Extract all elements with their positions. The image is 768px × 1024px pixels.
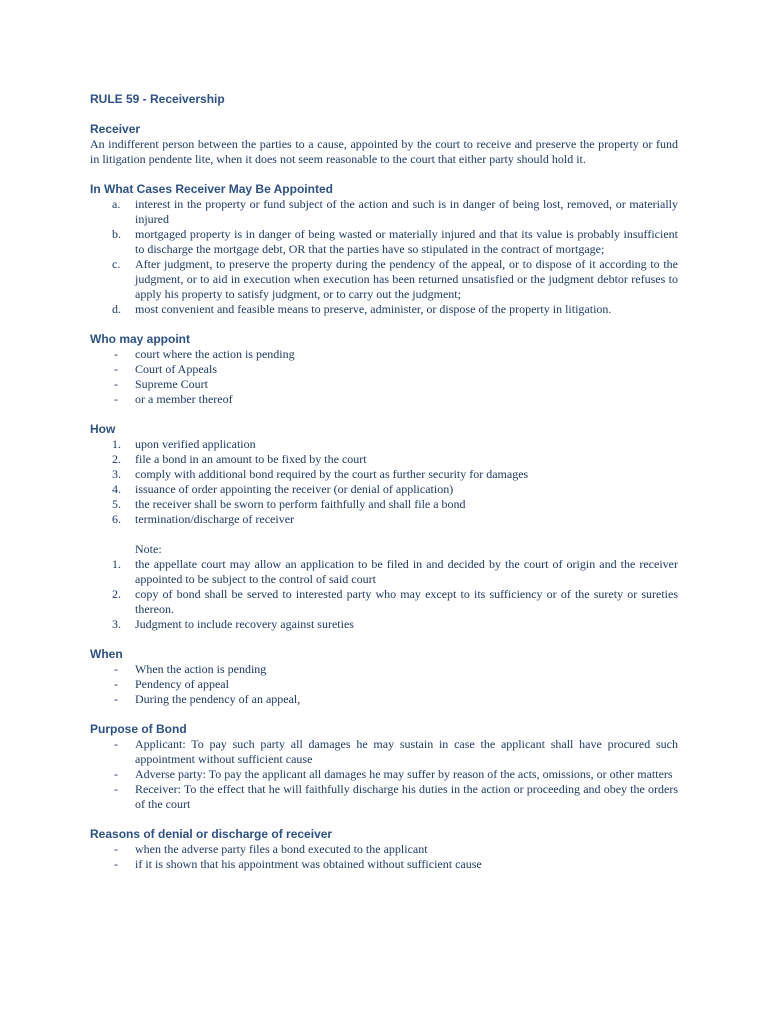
list-item-text: copy of bond shall be served to interested party who may except to its sufficiency or of the surety or sureties thereon. xyxy=(135,587,678,616)
list-item-text: or a member thereof xyxy=(135,392,233,406)
list-item-text: Court of Appeals xyxy=(135,362,217,376)
list-item xyxy=(90,512,678,527)
list-marker: d. xyxy=(112,302,121,316)
list-marker: - xyxy=(114,737,118,751)
note-label: Note: xyxy=(135,542,162,556)
list-item xyxy=(90,452,678,467)
list-item-text: court where the action is pending xyxy=(135,347,295,361)
note-label-row xyxy=(90,542,678,557)
list-item xyxy=(90,692,678,707)
list-marker: a. xyxy=(112,197,121,211)
who-list xyxy=(90,347,678,407)
list-item-text: file a bond in an amount to be fixed by the court xyxy=(135,452,367,466)
list-item-text: When the action is pending xyxy=(135,662,267,676)
list-item xyxy=(90,197,678,227)
list-item xyxy=(90,737,678,767)
list-item xyxy=(90,377,678,392)
section-heading-receiver: Receiver xyxy=(90,122,141,136)
list-item-text: After judgment, to preserve the property during the pendency of the appeal, or to dispose of it according to the judgment, or to aid in execution when execution has been returned unsatisfied or the judgment debtor refuses to apply his property to satisfy judgment, or to carry out the judgment; xyxy=(135,257,678,301)
list-marker: 2. xyxy=(112,587,121,601)
list-item xyxy=(90,227,678,257)
list-item-text: Supreme Court xyxy=(135,377,208,391)
list-item xyxy=(90,482,678,497)
section-heading-cases: In What Cases Receiver May Be Appointed xyxy=(90,182,333,196)
list-marker: - xyxy=(114,392,118,406)
list-marker: - xyxy=(114,362,118,376)
list-marker: - xyxy=(114,782,118,796)
list-item-text: the appellate court may allow an application to be filed in and decided by the court of origin and the receiver appointed to be subject to the control of said court xyxy=(135,557,678,586)
section-heading-how: How xyxy=(90,422,116,436)
list-marker: - xyxy=(114,767,118,781)
list-item-text: when the adverse party files a bond executed to the applicant xyxy=(135,842,428,856)
list-item-text: the receiver shall be sworn to perform faithfully and shall file a bond xyxy=(135,497,466,511)
list-item xyxy=(90,347,678,362)
note-block xyxy=(90,542,678,557)
receiver-definition: An indifferent person between the parties to a cause, appointed by the court to receive and preserve the property or fund in litigation pendente lite, when it does not seem reasonable to the court that either party should hold it. xyxy=(90,137,678,166)
list-item xyxy=(90,587,678,617)
list-item-text: Receiver: To the effect that he will faithfully discharge his duties in the action or proceeding and obey the orders of the court xyxy=(135,782,678,811)
list-item-text: most convenient and feasible means to preserve, administer, or dispose of the property in litigation. xyxy=(135,302,612,316)
list-item-text: Judgment to include recovery against sureties xyxy=(135,617,354,631)
section-heading-when: When xyxy=(90,647,123,661)
list-item-text: if it is shown that his appointment was obtained without sufficient cause xyxy=(135,857,482,871)
list-item-text: Adverse party: To pay the applicant all damages he may suffer by reason of the acts, omissions, or other matters xyxy=(135,767,673,781)
list-item-text: mortgaged property is in danger of being wasted or materially injured and that its value is probably insufficient to discharge the mortgage debt, OR that the parties have so stipulated in the contract of mortgage; xyxy=(135,227,678,256)
note-list xyxy=(90,557,678,632)
list-item-text: During the pendency of an appeal, xyxy=(135,692,301,706)
list-marker: 1. xyxy=(112,557,121,571)
reasons-list xyxy=(90,842,678,872)
document-title: RULE 59 - Receivership xyxy=(90,92,225,106)
section-heading-who: Who may appoint xyxy=(90,332,190,346)
section-heading-reasons: Reasons of denial or discharge of receiver xyxy=(90,827,333,841)
list-item xyxy=(90,257,678,302)
list-item xyxy=(90,557,678,587)
list-marker: - xyxy=(114,692,118,706)
list-marker: c. xyxy=(112,257,121,271)
list-item-text: comply with additional bond required by the court as further security for damages xyxy=(135,467,529,481)
list-item xyxy=(90,362,678,377)
list-item xyxy=(90,842,678,857)
list-marker: 1. xyxy=(112,437,121,451)
list-item-text: interest in the property or fund subject of the action and such is in danger of being lost, removed, or materially injured xyxy=(135,197,678,226)
list-marker: 6. xyxy=(112,512,121,526)
list-item-text: Applicant: To pay such party all damages he may sustain in case the applicant shall have procured such appointment without sufficient cause xyxy=(135,737,678,766)
list-item-text: Pendency of appeal xyxy=(135,677,229,691)
list-marker: 2. xyxy=(112,452,121,466)
list-marker: 5. xyxy=(112,497,121,511)
list-item-text: issuance of order appointing the receiver (or denial of application) xyxy=(135,482,454,496)
list-item xyxy=(90,677,678,692)
list-item xyxy=(90,782,678,812)
how-list xyxy=(90,437,678,527)
list-item xyxy=(90,302,678,317)
list-marker: - xyxy=(114,662,118,676)
when-list xyxy=(90,662,678,707)
list-marker: - xyxy=(114,677,118,691)
list-item xyxy=(90,857,678,872)
list-item xyxy=(90,467,678,482)
list-marker: - xyxy=(114,347,118,361)
list-item xyxy=(90,437,678,452)
list-item xyxy=(90,767,678,782)
list-marker: - xyxy=(114,857,118,871)
list-marker: b. xyxy=(112,227,121,241)
list-marker: 3. xyxy=(112,617,121,631)
list-item xyxy=(90,497,678,512)
section-heading-purpose: Purpose of Bond xyxy=(90,722,187,736)
list-marker: 3. xyxy=(112,467,121,481)
list-item-text: termination/discharge of receiver xyxy=(135,512,295,526)
list-item xyxy=(90,617,678,632)
purpose-list xyxy=(90,737,678,812)
list-marker: 4. xyxy=(112,482,121,496)
cases-list xyxy=(90,197,678,317)
list-marker: - xyxy=(114,842,118,856)
list-marker: - xyxy=(114,377,118,391)
list-item xyxy=(90,662,678,677)
list-item xyxy=(90,392,678,407)
list-item-text: upon verified application xyxy=(135,437,256,451)
document-page xyxy=(90,92,678,872)
